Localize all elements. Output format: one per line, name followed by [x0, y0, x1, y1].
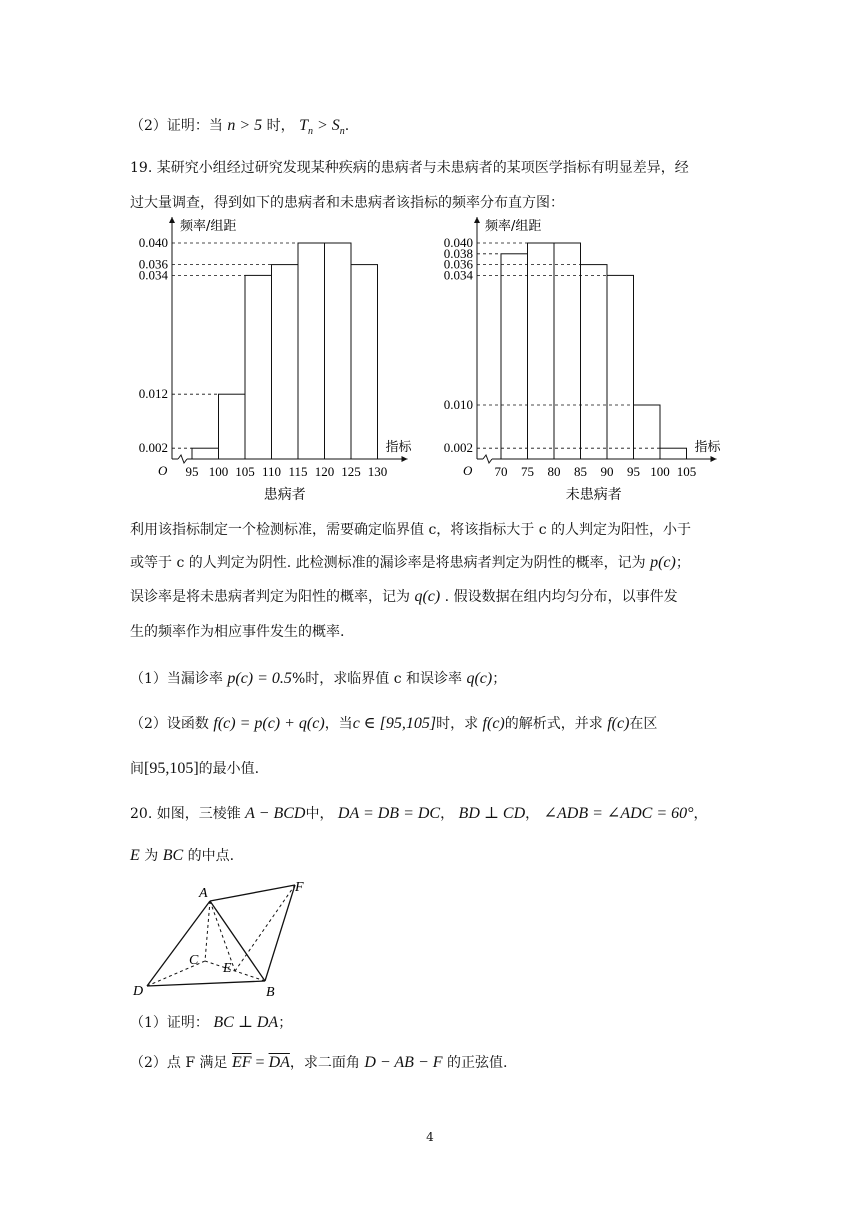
chart2-bar	[501, 254, 528, 459]
chart1-ytick-label: 0.002	[138, 440, 168, 456]
chart1-xtick-label: 95	[185, 464, 199, 479]
prev-math-n: n > 5	[227, 117, 263, 134]
q20-sub1-math: BC ⊥ DA	[213, 1014, 279, 1031]
chart1-xtick-label: 120	[314, 464, 335, 479]
edge-AF	[210, 885, 295, 901]
chart1-origin: O	[158, 463, 168, 478]
chart2-xtick-label: 85	[574, 464, 587, 479]
q20-math4: ∠ADB = ∠ADC = 60°	[543, 805, 694, 822]
q19-para3-end: . 假设数据在组内均匀分布，以事件发	[444, 589, 678, 605]
chart1-bar	[325, 243, 352, 459]
chart2-origin: O	[463, 463, 473, 478]
q20-line1	[130, 803, 708, 823]
q20-line2	[130, 845, 234, 865]
q20-text3: ，	[440, 806, 455, 822]
q19-sub2-math4: f(c)	[607, 715, 630, 732]
prev-math-T: T	[299, 117, 308, 134]
prev-end: .	[344, 118, 350, 134]
edge-DA	[147, 901, 210, 986]
q19-para2-end: ；	[675, 555, 690, 571]
edge-AC	[205, 901, 210, 961]
q19-para2-text: 或等于 c 的人判定为阴性. 此检测标准的漏诊率是将患病者判定为阴性的概率，记为	[130, 555, 646, 571]
page-number: 4	[426, 1130, 434, 1144]
label-B: B	[266, 985, 275, 1000]
q20-sub1-text: （1）证明：	[130, 1015, 209, 1031]
q20-sub2-end: 的正弦值.	[442, 1055, 508, 1071]
q20-sub2-text2: ，求二面角	[289, 1055, 360, 1071]
q20-eq: =	[251, 1054, 269, 1071]
prev-sub-n1: n	[307, 125, 313, 137]
chart2-y-arrow	[474, 217, 480, 223]
chart2-xtick-label: 70	[494, 464, 508, 479]
chart1-ytick-label: 0.012	[138, 386, 168, 402]
q20-sub1-end: ；	[278, 1015, 293, 1031]
q19-sub2-cont	[130, 758, 259, 778]
chart2-xtick-label: 100	[650, 464, 670, 479]
q20-E: E	[130, 847, 140, 864]
histograms	[120, 212, 740, 512]
chart1-ytick-label: 0.034	[138, 267, 168, 283]
q19-sub2-math3: f(c)	[482, 715, 505, 732]
q20-vec-EF: $\overline{EF}$	[231, 1054, 252, 1071]
q19-sub1-math: p(c) = 0.5	[227, 670, 292, 687]
q19-sub2-math5: [95,105]	[144, 760, 199, 777]
q19-sub2-text: （2）设函数	[130, 716, 209, 732]
q20-text6: 为	[139, 848, 163, 864]
chart2-bar	[634, 405, 661, 459]
chart1-bar	[272, 265, 299, 459]
q19-sub2-text6: 间	[130, 761, 144, 777]
q19-sub1	[130, 668, 506, 688]
chart1-xtick-label: 100	[208, 464, 229, 479]
chart2-bar	[660, 448, 687, 459]
prev-text-2: 时，	[266, 118, 295, 134]
q19-sub2-end: 的最小值.	[198, 761, 260, 777]
chart2-ytick-label: 0.040	[443, 235, 473, 250]
q19-sub2-text4: 的解析式，并求	[504, 716, 603, 732]
q20-BC: BC	[162, 847, 184, 864]
q20-sub1	[130, 1012, 292, 1032]
label-C: C	[189, 953, 199, 968]
pyramid-figure	[125, 875, 325, 1000]
chart2-ytick-label: 0.036	[443, 256, 473, 272]
chart1-bar	[219, 394, 246, 459]
chart2-bar	[607, 275, 634, 459]
chart1-bar	[245, 275, 272, 459]
chart1-y-arrow	[169, 217, 175, 223]
chart2-xtick-label: 75	[521, 464, 534, 479]
prev-sub-n2: n	[339, 125, 345, 137]
label-F: F	[295, 880, 304, 895]
q20-text4: ，	[525, 806, 540, 822]
chart1-ytick-label: 0.036	[138, 256, 168, 272]
q19-sub2-math2: c ∈ [95,105]	[352, 715, 437, 732]
chart1-xtick-label: 125	[341, 464, 361, 479]
prev-math-S: > S	[312, 117, 340, 134]
edge-FB	[265, 885, 295, 981]
q20-math1: A − BCD	[245, 805, 306, 822]
chart2-ytick-label: 0.034	[443, 267, 473, 283]
chart1-xtick-label: 115	[288, 464, 308, 479]
q19-line1: 19. 某研究小组经过研究发现某种疾病的患病者与未患病者的某项医学指标有明显差异，经	[130, 160, 689, 176]
chart1-xlabel: 指标	[385, 440, 412, 455]
label-E: E	[223, 961, 232, 976]
chart1-bar	[298, 243, 325, 459]
q20-sub2	[130, 1052, 507, 1072]
chart2-ylabel: 频率/组距	[485, 219, 542, 234]
q19-line2: 过大量调查，得到如下的患病者和未患病者该指标的频率分布直方图：	[130, 195, 564, 211]
chart1-axis-break	[178, 455, 187, 463]
chart1-bar	[192, 448, 219, 459]
chart2-x-arrow	[711, 456, 717, 462]
q20-text1: 20. 如图，三棱锥	[130, 806, 241, 822]
edge-DB	[147, 981, 265, 986]
q19-sub1-end: ；	[492, 671, 507, 687]
chart2-xtick-label: 95	[627, 464, 640, 479]
q19-sub1-text: （1）当漏诊率	[130, 671, 223, 687]
q19-para2	[130, 552, 690, 572]
q19-sub1-text2: %时，求临界值 c 和误诊率	[291, 671, 462, 687]
edge-AB	[210, 901, 265, 981]
chart1-x-arrow	[402, 456, 408, 462]
q19-sub2-text5: 在区	[629, 716, 658, 732]
chart1-xtick-label: 105	[235, 464, 255, 479]
q20-text2: 中，	[305, 806, 334, 822]
q19-sub1-math2: q(c)	[466, 670, 493, 687]
chart2-xtick-label: 105	[676, 464, 697, 479]
prev-part2	[130, 115, 349, 137]
chart1-title: 患病者	[263, 487, 306, 503]
q19-para4: 生的频率作为相应事件发生的概率.	[130, 624, 345, 640]
q19-sub2-text3: 时，求	[436, 716, 479, 732]
q20-text5: ，	[693, 806, 708, 822]
q20-text7: 的中点.	[183, 848, 235, 864]
q19-para3-text: 误诊率是将未患病者判定为阳性的概率，记为	[130, 589, 410, 605]
label-A: A	[199, 886, 208, 901]
q19-sub2	[130, 713, 657, 733]
q19-math-pc: p(c)	[650, 554, 676, 571]
chart2-ytick-label: 0.038	[443, 245, 473, 261]
edge-FE	[235, 885, 295, 971]
chart2-ytick-label: 0.002	[443, 440, 473, 456]
chart2-xlabel: 指标	[694, 440, 721, 455]
q20-sub2-text: （2）点 F 满足	[130, 1055, 228, 1071]
q19-para3	[130, 586, 678, 606]
chart1-xtick-label: 130	[367, 464, 388, 479]
chart1-ytick-label: 0.040	[138, 235, 168, 250]
q20-math2: DA = DB = DC	[337, 805, 441, 822]
q19-sub2-math: f(c) = p(c) + q(c)	[213, 715, 325, 732]
prev-text: （2）证明：当	[130, 118, 223, 134]
label-D: D	[133, 984, 144, 999]
chart1-bar	[351, 265, 378, 459]
chart2-xtick-label: 80	[547, 464, 561, 479]
q20-vec-DA: $\overline{DA}$	[268, 1054, 290, 1071]
chart1-xtick-label: 110	[261, 464, 282, 479]
q20-sub2-math: D − AB − F	[364, 1054, 443, 1071]
q20-math3: BD ⊥ CD	[458, 805, 526, 822]
q19-para1: 利用该指标制定一个检测标准，需要确定临界值 c，将该指标大于 c 的人判定为阳性，小于	[130, 522, 692, 538]
chart1-ylabel: 频率/组距	[180, 219, 237, 234]
chart2-ytick-label: 0.010	[443, 397, 473, 412]
chart2-title: 未患病者	[565, 487, 622, 503]
chart2-xtick-label: 90	[600, 464, 614, 479]
q19-math-qc: q(c)	[414, 588, 441, 605]
chart2-axis-break	[483, 455, 492, 463]
chart2-bar	[581, 265, 608, 459]
q19-sub2-text2: ，当	[324, 716, 353, 732]
